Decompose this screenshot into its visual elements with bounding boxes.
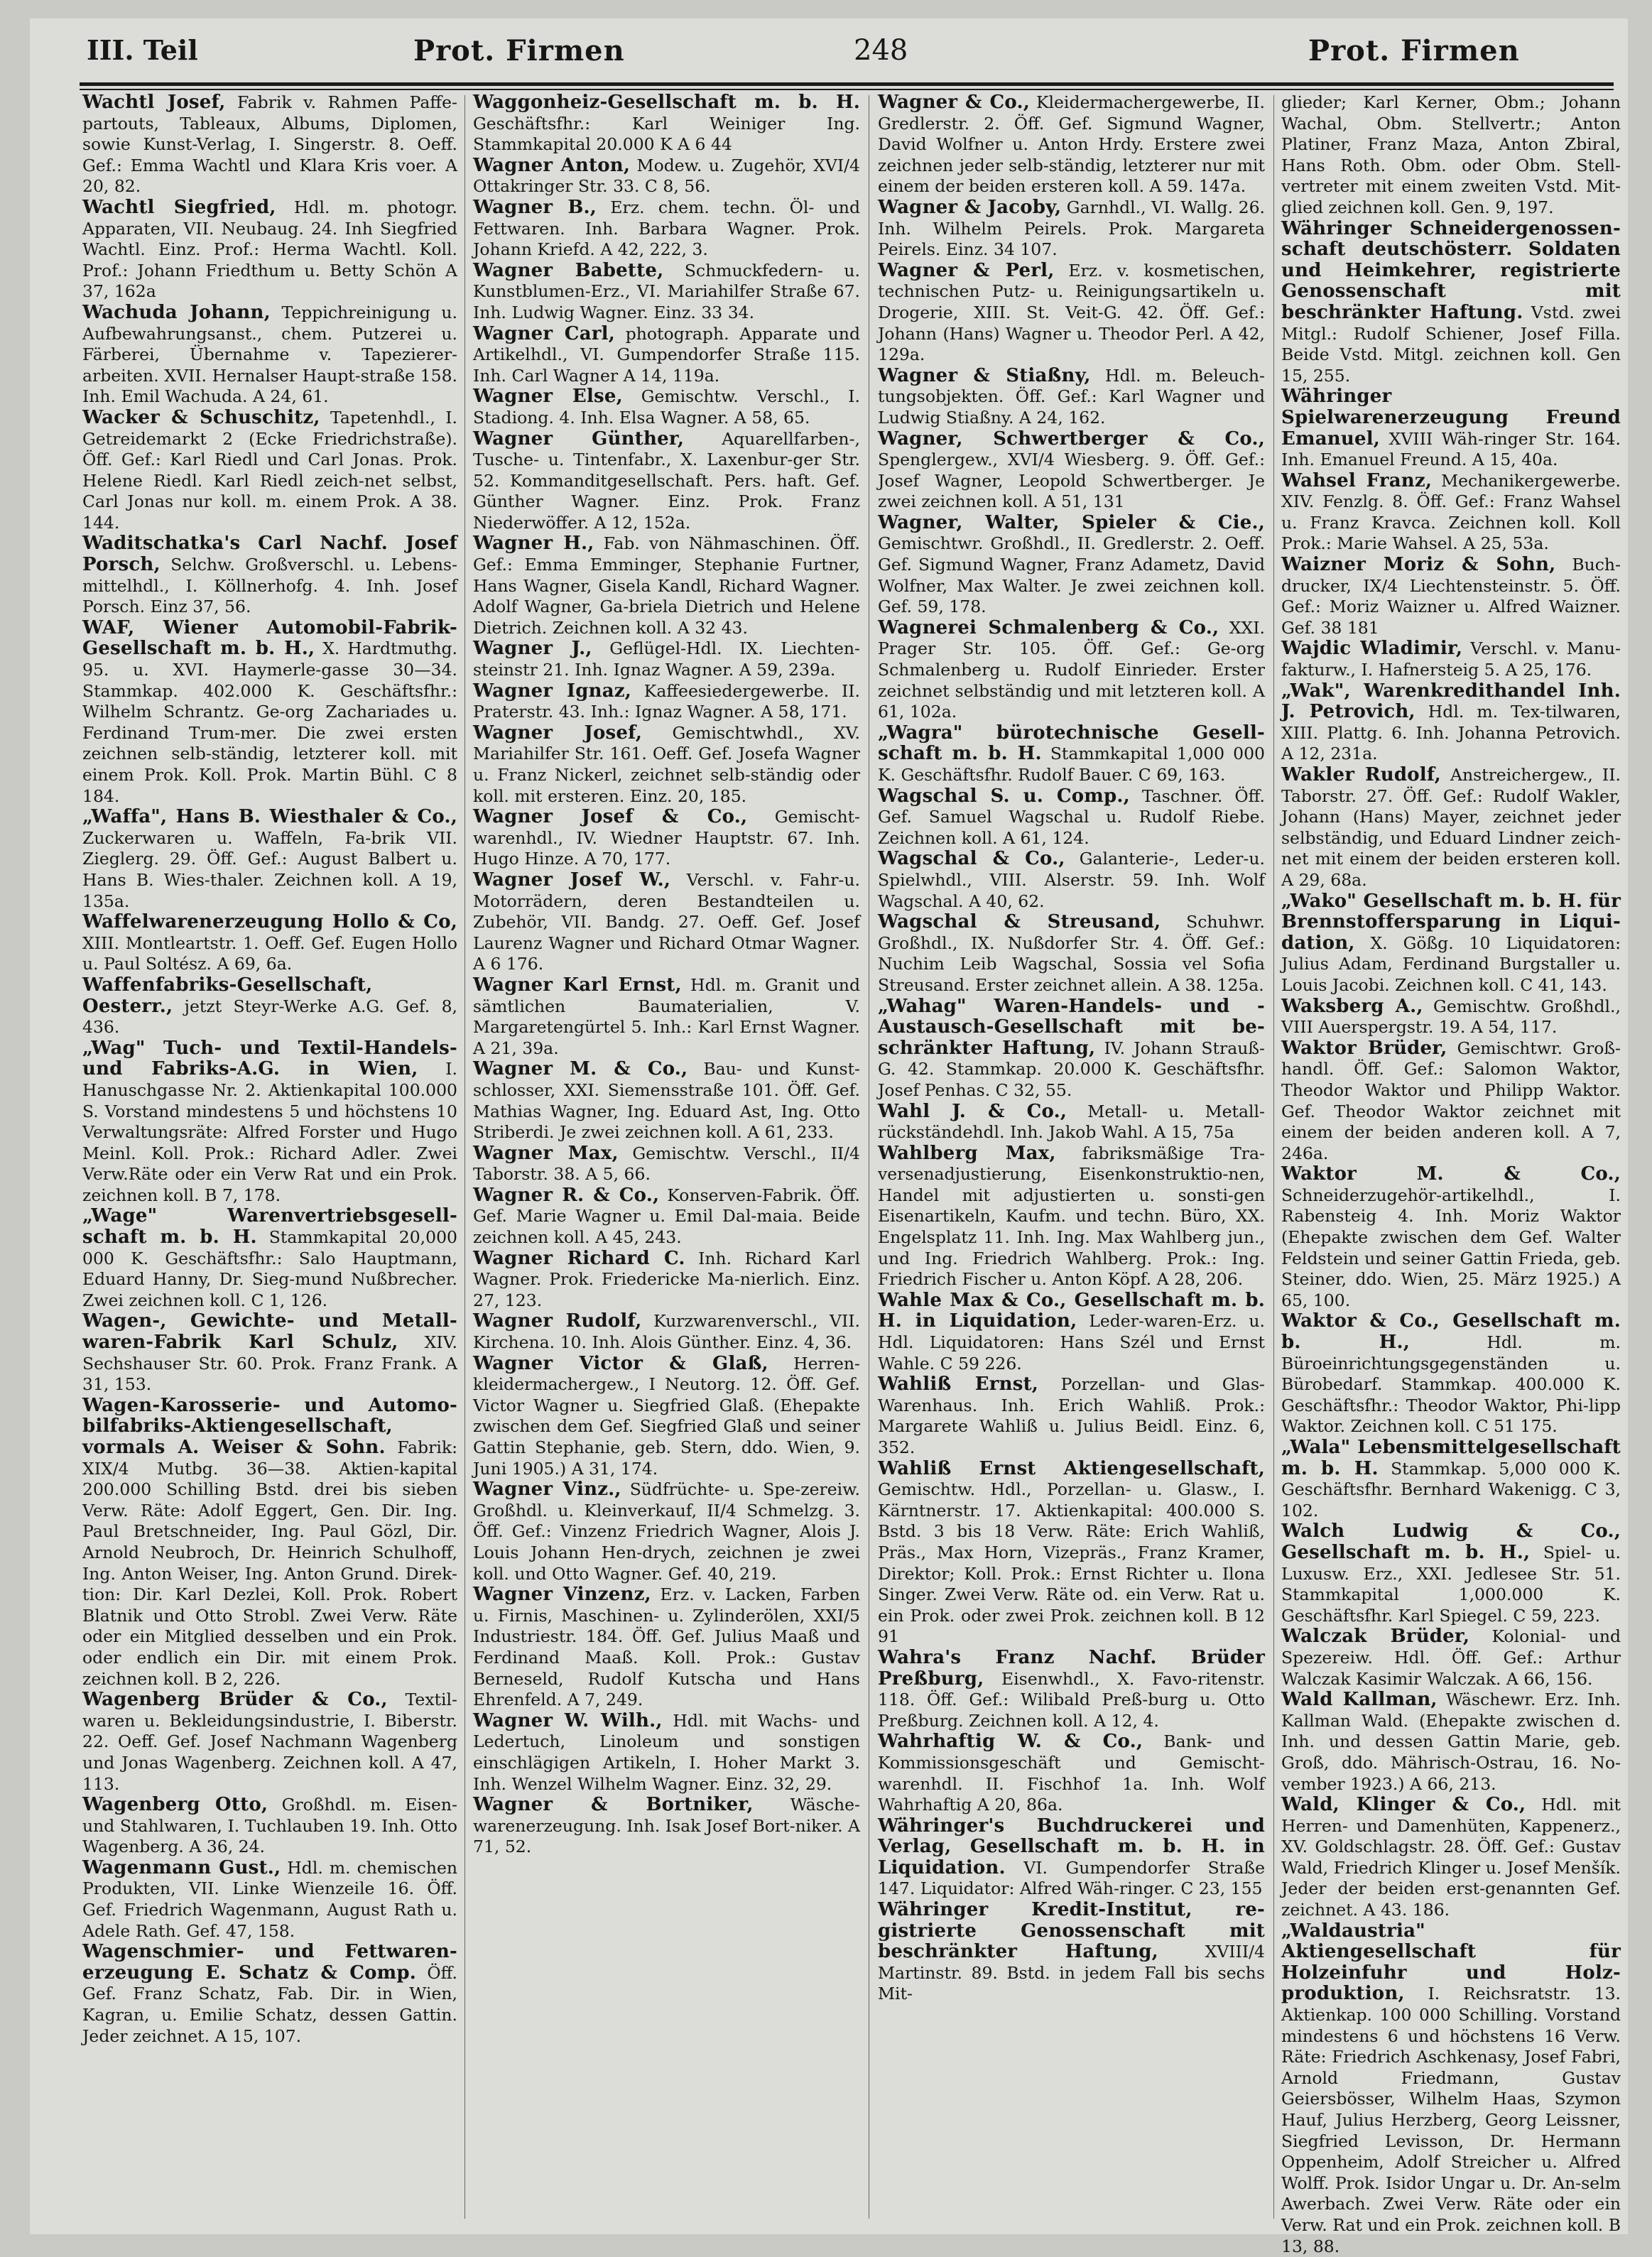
firm-details: Erz. chem. techn. Öl- und Fettwaren. Inh. Barbara Wagner. Prok. Johann Kriefd. A 42, 222, 3. [473,197,860,260]
firm-details: Schuhwr. Großhdl., IX. Nußdorfer Str. 4. Öff. Gef.: Nuchim Leib Wagschal, Sossia vel Sofia Streusand. Erster zeichnet allein. A 38. 125a. [878,912,1265,995]
firm-details: Gemischtw. Großhdl., VIII Auerspergstr. 19. A 54, 117. [1281,996,1621,1038]
firm-name: Wagnerei Schmalenberg & Co., [878,616,1219,638]
firm-name: Waffenfabriks-Gesellschaft, Oesterr., [82,974,373,1017]
firm-details: Kurzwarenverschl., VII. Kirchena. 10. Inh. Alois Günther. Einz. 4, 36. [473,1311,860,1353]
directory-entry [473,1185,860,1249]
firm-name: Wahle Max & Co., Gesellschaft m. b. H. in Liquidation, [878,1289,1265,1332]
directory-entry [1281,1164,1621,1311]
firm-details: Gemischtwr. Groß-handl. Öff. Gef.: Salomon Waktor, Theodor Waktor und Philipp Waktor. Gef. Theodor Waktor zeichnet mit einem der beiden anderen koll. A 7, 246a. [1281,1038,1621,1163]
firm-name: Wagner Victor & Glaß, [473,1352,768,1374]
directory-entry [473,723,860,807]
firm-details: I. Hanuschgasse Nr. 2. Aktienkapital 100.000 S. Vorstand mindestens 5 und höchstens 10 Verwaltungsräte: Alfred Forster und Hugo Meinl. Koll. Prok.: Richard Adler. Zwei Verw.Räte oder ein Verw Rat und ein Prok. zeichnen koll. B 7, 178. [82,1059,457,1205]
firm-name: Wagner & Perl, [878,259,1055,281]
header-rule-thick [80,82,1614,86]
section-title-right: Prot. Firmen [1308,34,1520,67]
firm-name: Wagner & Jacoby, [878,196,1062,218]
directory-entry [82,533,457,617]
directory-entry [82,807,457,912]
firm-name: Wagenberg Brüder & Co., [82,1689,388,1711]
firm-name: Währinger Schneidergenossen-schaft deutschösterr. Soldaten und Heimkehrer, registrierte Genossenschaft mit beschränkter Haftung. [1281,217,1621,323]
directory-entry [878,1900,1265,2005]
directory-entry [473,533,860,638]
directory-entry [878,1459,1265,1648]
firm-details: Geflügel-Hdl. IX. Liechten-steinstr 21. Inh. Ignaz Wagner. A 59, 239a. [473,638,860,680]
firm-details: Südfrüchte- u. Spe-zereiw. Großhdl. u. Kleinverkauf, II/4 Schmelzg. 3. Öff. Gef.: Vinzenz Friedrich Wagner, Alois J. Louis Johann Hen-drych, zeichnen je zwei koll. und Otto Wagner. Gef. 40, 219. [473,1479,860,1584]
firm-name: Währinger Kredit-Institut, re-gistrierte Genossenschaft mit beschränkter Haftung, [878,1899,1265,1963]
firm-name: Wagner & Co., [878,92,1030,113]
firm-details: X. Gößg. 10 Liquidatoren: Julius Adam, Ferdinand Burgstaller u. Louis Jacobi. Zeichnen koll. C 41, 143. [1281,932,1621,995]
firm-details: Kleidermachergewerbe, II. Gredlerstr. 2. Öff. Gef. Sigmund Wagner, David Wolfner u. Anton Hrdy. Erstere zwei zeichnen jeder selb-ständig, letzterer nur mit einem der beiden ersteren koll. A 59. 147a. [878,92,1265,197]
firm-name: Waizner Moriz & Sohn, [1281,554,1556,576]
firm-details: Selchw. Großverschl. u. Lebens-mittelhdl., I. Köllnerhofg. 4. Inh. Josef Porsch. Einz 37, 56. [82,555,457,617]
firm-details: Gemischtw. Hdl., Porzellan- u. Glasw., I. Kärntnerstr. 17. Aktienkapital: 400.000 S. Bstd. 3 bis 18 Verw. Räte: Erich Wahliß, Präs., Max Horn, Vizepräs., Franz Kramer, Direktor; Koll. Prok.: Ernst Richter u. Ilona Singer. Zwei Verw. Räte od. ein Verw. Rat u. ein Prok. oder zwei Prok. zeichnen koll. B 12 91 [878,1479,1265,1647]
firm-name: Wahliß Ernst, [878,1374,1039,1396]
firm-name: Wahrhaftig W. & Co., [878,1731,1143,1753]
firm-name: Wahsel Franz, [1281,469,1433,491]
firm-name: Wajdic Wladimir, [1281,638,1463,660]
directory-entry [878,786,1265,849]
firm-details: Bank- und Kommissionsgeschäft und Gemischt-warenhdl. II. Fischhof 1a. Inh. Wolf Wahrhaftig A 20, 86a. [878,1731,1265,1815]
directory-entry [473,197,860,261]
directory-entry [878,261,1265,366]
column-1 [82,92,457,2223]
firm-details: Zuckerwaren u. Waffeln, Fa-brik VII. Zieglerg. 29. Öff. Gef.: August Balbert u. Hans B. Wies-thaler. Zeichnen koll. A 19, 135a. [82,827,457,911]
firm-details: Stammkapital 20,000 000 K. Geschäftsfhr.: Salo Hauptmann, Eduard Hanny, Dr. Sieg-mund Nußbrecher. Zwei zeichnen koll. C 1, 126. [82,1227,457,1310]
directory-entry [82,975,457,1038]
firm-name: Wagner Max, [473,1142,619,1164]
directory-entry [82,92,457,197]
column-divider [464,95,465,2219]
directory-entry [878,1648,1265,1731]
firm-name: Wagner Josef W., [473,869,671,891]
firm-details: IV. Johann Strauß-G. 42. Stammkap. 20.000 K. Geschäftsfhr. Josef Penhas. C 32, 55. [878,1038,1265,1100]
firm-name: „Waldaustria" Aktiengesellschaft für Holzeinfuhr und Holz-produktion, [1281,1920,1621,2005]
firm-details: Hdl. m. photogr. Apparaten, VII. Neubaug. 24. Inh Siegfried Wachtl. Einz. Prof.: Herma Wachtl. Koll. Prof.: Johann Friedthum u. Betty Schön A 37, 162a [82,197,457,302]
directory-entry [473,92,860,156]
firm-details: Wäsche-warenerzeugung. Inh. Isak Josef Bort-niker. A 71, 52. [473,1795,860,1857]
page-number: 248 [854,34,908,67]
firm-name: Waktor Brüder, [1281,1037,1447,1059]
directory-entry [1281,1437,1621,1521]
firm-name: Wakler Rudolf, [1281,764,1441,785]
directory-entry [878,996,1265,1102]
firm-name: Wagschal & Co., [878,848,1065,870]
directory-entry [82,1206,457,1311]
firm-name: Wagner Carl, [473,322,615,344]
firm-details: Inh. Richard Karl Wagner. Prok. Friedericke Ma-nierlich. Einz. 27, 123. [473,1248,860,1310]
firm-details: Gemischtwr. Großhdl., II. Gredlerstr. 2. Oeff. Gef. Sigmund Wagner, Franz Adametz, David Wolfner, Max Walter. Je zwei zeichnen koll. Gef. 59, 178. [878,533,1265,617]
firm-details: Hdl. mit Wachs- und Ledertuch, Linoleum und sonstigen einschlägigen Artikeln, I. Hoher Markt 3. Inh. Wenzel Wilhelm Wagner. Einz. 32, 29. [473,1710,860,1794]
firm-name: Wagschal S. u. Comp., [878,785,1130,807]
firm-name: Wald Kallman, [1281,1689,1438,1711]
firm-details: Öff. Gef. Franz Schatz, Fab. Dir. in Wien, Kagran, u. Emilie Schatz, dessen Gattin. Jeder zeichnet. A 15, 107. [82,1962,457,2046]
firm-name: Wagner Rudolf, [473,1310,642,1332]
firm-details: Modew. u. Zugehör, XVI/4 Ottakringer Str. 33. C 8, 56. [473,155,860,197]
firm-details: Hdl. m. Beleuch-tungsobjekten. Öff. Gef.: Karl Wagner und Ludwig Stiaßny. A 24, 162. [878,365,1265,428]
column-4 [1281,92,1621,2256]
firm-name: „Wagra" bürotechnische Gesell-schaft m. b. H. [878,722,1265,765]
firm-details: Galanterie-, Leder-u. Spielwhdl., VIII. Alserstr. 59. Inh. Wolf Wagschal. A 40, 62. [878,849,1265,911]
directory-entry [473,681,860,723]
firm-details: Porzellan- und Glas-Warenhaus. Inh. Erich Wahliß. Prok.: Margarete Wahliß u. Julius Beidl. Einz. 6, 352. [878,1374,1265,1457]
firm-details: Erz. v. Lacken, Farben u. Firnis, Maschinen- u. Zylinderölen, XXI/5 Industriestr. 184. Öff. Gef. Julius Maaß und Ferdinand Maaß. Koll. Prok.: Gustav Berneseld, Rudolf Kutscha und Hans Ehrenfeld. A 7, 249. [473,1584,860,1710]
firm-details: Stammkapital 1,000 000 K. Geschäftsfhr. Rudolf Bauer. C 69, 163. [878,744,1265,785]
directory-entry [1281,1921,1621,2257]
firm-name: Waktor & Co., Gesellschaft m. b. H., [1281,1310,1621,1354]
firm-details: Gemischtwhdl., XV. Mariahilfer Str. 161. Oeff. Gef. Josefa Wagner u. Franz Nickerl, zeichnet selb-ständig oder koll. mit ersteren. Einz. 20, 185. [473,722,860,806]
firm-details: Hdl. m. Granit und sämtlichen Baumaterialien, V. Margaretengürtel 5. Inh.: Karl Ernst Wagner. A 21, 39a. [473,974,860,1058]
column-2 [473,92,860,2223]
firm-details: XIV. Sechshauser Str. 60. Prok. Franz Frank. A 31, 153. [82,1332,457,1395]
firm-name: Wagner R. & Co., [473,1184,660,1206]
directory-entry [878,1374,1265,1458]
directory-entry [473,1354,860,1480]
directory-entry [473,1795,860,1858]
firm-details: Großhdl. m. Eisen- und Stahlwaren, I. Tuchlauben 19. Inh. Otto Wagenberg. A 36, 24. [82,1795,457,1857]
directory-entry [473,870,860,975]
firm-details: Taschner. Öff. Gef. Samuel Wagschal u. Rudolf Riebe. Zeichnen koll. A 61, 124. [878,785,1265,848]
firm-details: Gemischtw. Verschl., II/4 Taborstr. 38. A 5, 66. [473,1143,860,1185]
directory-entry [1281,1795,1621,1921]
directory-entry [878,1102,1265,1143]
directory-entry [878,429,1265,513]
directory-entry [82,1396,457,1690]
firm-details: Herren-kleidermachergew., I Neutorg. 12. Öff. Gef. Victor Wagner u. Siegfried Glaß. (Ehepakte zwischen dem Gef. Siegfried Glaß und seiner Gattin Stephanie, geb. Stern, ddo. Wien, 9. Juni 1905.) A 31, 174. [473,1353,860,1479]
firm-details: Schmuckfedern- u. Kunstblumen-Erz., VI. Mariahilfer Straße 67. Inh. Ludwig Wagner. Einz. 33 34. [473,260,860,322]
directory-entry [82,1311,457,1395]
directory-entry [473,1143,860,1185]
firm-details: Gemischt-warenhdl., IV. Wiedner Hauptstr. 67. Inh. Hugo Hinze. A 70, 177. [473,807,860,869]
firm-details: Erz. v. kosmetischen, technischen Putz- u. Reinigungsartikeln u. Drogerie, XIII. St. Veit-G. 42. Öff. Gef.: Johann (Hans) Wagner u. Theodor Perl. A 42, 129a. [878,260,1265,365]
firm-name: Wagner J., [473,638,592,660]
firm-name: Wagen-, Gewichte- und Metall-waren-Fabrik Karl Schulz, [82,1310,457,1354]
firm-name: Wagner Vinz., [473,1479,621,1501]
firm-details: Hdl. m. Tex-tilwaren, XIII. Plattg. 6. Inh. Johanna Petrovich. A 12, 231a. [1281,702,1621,764]
firm-details: Buch-drucker, IX/4 Liechtensteinstr. 5. Öff. Gef.: Moriz Waizner u. Alfred Waizner. Gef. 38 181 [1281,555,1621,638]
firm-details: I. Reichsratstr. 13. Aktienkap. 100 000 Schilling. Vorstand mindestens 6 und höchstens 16 Verw. Räte: Friedrich Aschkenasy, Josef Fabri, Arnold Friedmann, Gustav Geiersbösser, Wilhelm Haas, Szymon Hauf, Julius Herzberg, Georg Leissner, Siegfried Levisson, Dr. Hermann Oppenheim, Adolf Streicher u. Alfred Wolff. Prok. Isidor Ungar u. Dr. An-selm Awerbach. Zwei Verw. Räte oder ein Verw. Rat und ein Prok. zeichnen koll. B 13, 88. [1281,1984,1621,2256]
firm-name: Wagner Else, [473,386,623,408]
directory-entry [473,1249,860,1312]
firm-details: Anstreichergew., II. Taborstr. 27. Öff. Gef.: Rudolf Wakler, Johann (Hans) Mayer, zeichnet jeder selbständig, und Eduard Lindner zeich-net mit einem der beiden ersteren koll. A 29, 68a. [1281,765,1621,890]
firm-details: Spenglergew., XVI/4 Wiesberg. 9. Öff. Gef.: Josef Wagner, Leopold Schwertberger. Je zwei zeichnen koll. A 51, 131 [878,450,1265,512]
firm-details: fabriksmäßige Tra-versenadjustierung, Eisenkonstruktio-nen, Handel mit adjustierten u. sonsti-gen Eisenartikeln, Kaufm. und techn. Büro, XX. Engelsplatz 11. Inh. Ing. Max Wahlberg jun., und Ing. Friedrich Wahlberg. Prok.: Ing. Friedrich Fischer u. Anton Köpf. A 28, 206. [878,1143,1265,1290]
firm-name: Wagner Josef, [473,722,643,744]
part-label: III. Teil [87,34,198,66]
directory-entry [473,429,860,534]
firm-details: Fabrik v. Rahmen Paffe-partouts, Tableaux, Albums, Diplomen, sowie Kunst-Verlag, I. Singerstr. 8. Oeff. Gef.: Emma Wachtl und Klara Kris voer. A 20, 82. [82,92,457,197]
firm-name: Waffelwarenerzeugung Hollo & Co, [82,911,457,933]
firm-details: photograph. Apparate und Artikelhdl., VI. Gumpendorfer Straße 115. Inh. Carl Wagner A 14, 119a. [473,323,860,386]
firm-details: Leder-waren-Erz. u. Hdl. Liquidatoren: Hans Szél und Ernst Wahle. C 59 226. [878,1311,1265,1374]
firm-details: Hdl. mit Herren- und Damenhüten, Kappenerz., XV. Goldschlagstr. 28. Öff. Gef.: Gustav Wald, Friedrich Klinger u. Josef Menšík. Jeder der beiden erst-genannten Gef. zeichnet. A 43. 186. [1281,1795,1621,1920]
directory-entry [1281,1311,1621,1437]
firm-details: Konserven-Fabrik. Öff. Gef. Marie Wagner u. Emil Dal-maia. Beide zeichnen koll. A 45, 243. [473,1185,860,1248]
directory-entry [1281,219,1621,387]
directory-page [30,18,1628,2256]
firm-details: Bau- und Kunst-schlosser, XXI. Siemensstraße 101. Öff. Gef. Mathias Wagner, Ing. Eduard Ast, Ing. Otto Striberdi. Je zwei zeichnen koll. A 61, 233. [473,1059,860,1143]
directory-entry [473,807,860,870]
firm-name: Wagner Günther, [473,428,685,450]
directory-entry [473,386,860,428]
firm-details: Verschl. v. Fahr-u. Motorrädern, deren Bestandteilen u. Zubehör, VII. Bandg. 27. Oeff. Gef. Josef Laurenz Wagner und Richard Otmar Wagner. A 6 176. [473,869,860,974]
firm-name: Wagenberg Otto, [82,1794,268,1816]
firm-name: Wagenmann Gust., [82,1856,281,1878]
firm-name: Wagner B., [473,196,597,218]
directory-entry [878,1816,1265,1900]
firm-name: Wagner H., [473,533,594,555]
firm-name: Wagner & Stiaßny, [878,364,1091,386]
directory-entry [878,849,1265,912]
directory-entry [878,1143,1265,1290]
firm-name: Wahl J. & Co., [878,1100,1067,1122]
directory-entry [82,1858,457,1942]
firm-name: Wagner & Bortniker, [473,1794,754,1816]
firm-name: Wagner Karl Ernst, [473,974,682,996]
page-header [87,34,1578,77]
firm-details: Tapetenhdl., I. Getreidemarkt 2 (Ecke Friedrichstraße). Öff. Gef.: Karl Riedl und Carl Jonas. Prok. Helene Riedl. Karl Riedl zeich-net selbst, Carl Jonas nur koll. m. einem Prok. A 38. 144. [82,407,457,533]
firm-name: Wacker & Schuschitz, [82,406,320,428]
firm-details: glieder; Karl Kerner, Obm.; Johann Wachal, Obm. Stellvertr.; Anton Platiner, Franz Maza, Anton Zbiral, Hans Roth. Obm. oder Obm. Stell-vertreter mit einem zweiten Vstd. Mit-glied zeichnen koll. Gen. 9, 197. [1281,92,1621,217]
directory-entry [473,1311,860,1353]
directory-entry [473,1711,860,1795]
directory-entry [82,1795,457,1858]
section-title-left: Prot. Firmen [413,34,625,67]
firm-name: Walch Ludwig & Co., Gesellschaft m. b. H., [1281,1521,1621,1563]
directory-entry [878,1731,1265,1815]
firm-name: „Wahag" Waren-Handels- und -Austausch-Gesellschaft mit be-schränkter Haftung, [878,995,1265,1059]
firm-name: Wachtl Josef, [82,92,226,113]
firm-details: XVIII/4 Martinstr. 89. Bstd. in jedem Fall bis sechs Mit- [878,1942,1265,2004]
firm-details: Eisenwhdl., X. Favo-ritenstr. 118. Öff. Gef.: Wilibald Preß-burg u. Otto Preßburg. Zeichnen koll. A 12, 4. [878,1668,1265,1731]
directory-entry [473,156,860,197]
directory-entry [82,912,457,975]
firm-details: XIII. Montleartstr. 1. Oeff. Gef. Eugen Hollo u. Paul Soltész. A 69, 6a. [82,932,457,974]
firm-name: Waditschatka's Carl Nachf. Josef Porsch, [82,533,457,576]
directory-entry [1281,1038,1621,1165]
firm-details: Spiel- u. Luxusw. Erz., XXI. Jedlesee Str. 51. Stammkapital 1,000.000 K. Geschäftsfhr. Karl Spiegel. C 59, 223. [1281,1542,1621,1626]
directory-entry [878,618,1265,723]
directory-entry [878,912,1265,996]
directory-entry [1281,765,1621,891]
directory-entry [1281,638,1621,680]
directory-entry [1281,555,1621,638]
firm-details: Geschäftsfhr.: Karl Weiniger Ing. Stammkapital 20.000 K A 6 44 [473,113,860,155]
directory-entry [473,1059,860,1143]
firm-name: „Wage" Warenvertriebsgesell-schaft m. b. H. [82,1205,457,1249]
directory-entry [82,408,457,534]
firm-name: Walczak Brüder, [1281,1626,1470,1648]
firm-details: Fabrik: XIX/4 Mutbg. 36—38. Aktien-kapital 200.000 Schilling Bstd. drei bis sieben Verw. Räte: Adolf Eggert, Gen. Dir. Ing. Paul Bretschneider, Ing. Paul Gözl, Dir. Arnold Neubroch, Dr. Heinrich Schulhoff, Ing. Anton Weiser, Ing. Anton Grund. Direk-tion: Dir. Karl Dezlei, Koll. Prok. Robert Blatnik und Otto Strobl. Zwei Verw. Räte oder ein Mitglied desselben und ein Prok. oder endlich ein Dir. mit einem Prok. zeichnen koll. B 2, 226. [82,1437,457,1689]
directory-entry [473,1584,860,1711]
firm-details: Wäschewr. Erz. Inh. Kallman Wald. (Ehepakte zwischen d. Inh. und dessen Gattin Marie, geb. Groß, ddo. Mährisch-Ostrau, 16. No-vember 1923.) A 66, 213. [1281,1690,1621,1794]
header-rule-thin [80,89,1614,90]
directory-entry [473,1479,860,1584]
firm-details: Kaffeesiedergewerbe. II. Praterstr. 43. Inh.: Ignaz Wagner. A 58, 171. [473,680,860,722]
firm-name: „Waffa", Hans B. Wiesthaler & Co., [82,806,457,828]
firm-details: Gemischtw. Verschl., I. Stadiong. 4. Inh. Elsa Wagner. A 58, 65. [473,386,860,428]
directory-entry [1281,1521,1621,1626]
firm-name: Wachtl Siegfried, [82,196,276,218]
firm-details: Verschl. v. Manu-fakturw., I. Hafnersteig 5. A 25, 176. [1281,638,1621,680]
directory-entry [473,324,860,387]
directory-entry [82,1038,457,1207]
firm-details: Mechanikergewerbe. XIV. Fenzlg. 8. Öff. Gef.: Franz Wahsel u. Franz Kravca. Zeichnen koll. Koll Prok.: Marie Wahsel. A 25, 53a. [1281,470,1621,554]
firm-name: Wahlberg Max, [878,1142,1056,1164]
firm-name: Wagner M. & Co., [473,1058,688,1080]
firm-details: X. Hardtmuthg. 95. u. XVI. Haymerle-gasse 30—34. Stammkap. 402.000 K. Geschäftsfhr.: Wilhelm Schrantz. Ge-org Zachariades u. Ferdinand Trum-mer. Die zwei ersten zeichnen selb-ständig, letzterer koll. mit einem Prok. Koll. Prok. Martin Bühl. C 8 184. [82,638,457,806]
directory-entry [878,513,1265,618]
firm-name: Wagner, Walter, Spieler & Cie., [878,511,1265,533]
directory-entry [473,975,860,1059]
directory-entry [878,1290,1265,1374]
directory-entry [82,303,457,408]
directory-entry [82,1942,457,2047]
firm-details: Garnhdl., VI. Wallg. 26. Inh. Wilhelm Peirels. Prok. Margareta Peirels. Einz. 34 107. [878,197,1265,260]
firm-name: Wagschal & Streusand, [878,911,1161,933]
column-divider [1273,95,1274,2219]
firm-name: Wagner Vinzenz, [473,1584,651,1606]
firm-name: Wagner Anton, [473,154,631,176]
firm-name: WAF, Wiener Automobil-Fabrik-Gesellschaft m. b. H., [82,616,457,660]
directory-entry [878,197,1265,261]
firm-name: Wagner Richard C. [473,1247,685,1269]
directory-entry [82,197,457,303]
firm-details: Schneiderzugehör-artikelhdl., I. Rabensteig 4. Inh. Moriz Waktor (Ehepakte zwischen dem Gef. Walter Feldstein und seiner Gattin Frieda, geb. Steiner, ddo. Wien, 25. März 1925.) A 65, 100. [1281,1185,1621,1310]
directory-entry [878,723,1265,786]
firm-name: Wagenschmier- und Fettwaren-erzeugung E. Schatz & Comp. [82,1941,457,1984]
firm-name: Waggonheiz-Gesellschaft m. b. H. [473,92,860,113]
firm-details: Hdl. m. Büroeinrichtungsgegenständen u. Bürobedarf. Stammkap. 400.000 K. Geschäftsfhr.: Theodor Waktor, Phi-lipp Waktor. Zeichnen koll. C 51 175. [1281,1332,1621,1437]
directory-entry [82,618,457,807]
firm-name: Wahliß Ernst Aktiengesellschaft, [878,1457,1265,1479]
firm-details: VI. Gumpendorfer Straße 147. Liquidator: Alfred Wäh-ringer. C 23, 155 [878,1857,1265,1899]
firm-details: Vstd. zwei Mitgl.: Rudolf Schiener, Josef Filla. Beide Vstd. Mitgl. zeichnen koll. Gen 15, 255. [1281,302,1621,386]
directory-entry [1281,386,1621,470]
firm-name: „Wag" Tuch- und Textil-Handels- und Fabriks-A.G. in Wien, [82,1037,457,1080]
firm-name: Währinger Spielwarenerzeugung Freund Emanuel, [1281,386,1621,450]
directory-entry [1281,92,1621,219]
directory-entry [1281,996,1621,1038]
firm-name: „Wala" Lebensmittelgesellschaft m. b. H. [1281,1437,1621,1479]
firm-details: Fab. von Nähmaschinen. Öff. Gef.: Emma Emminger, Stephanie Furtner, Hans Wagner, Gisela Kandl, Richard Wagner. Adolf Wagner, Ga-briela Dietrich und Helene Dietrich. Zeichnen koll. A 32 43. [473,533,860,638]
directory-entry [1281,1626,1621,1690]
directory-entry [82,1690,457,1795]
firm-name: Währinger's Buchdruckerei und Verlag, Gesellschaft m. b. H. in Liquidation. [878,1815,1265,1878]
firm-name: Waksberg A., [1281,995,1423,1017]
directory-entry [1281,891,1621,996]
firm-name: Waktor M. & Co., [1281,1163,1621,1185]
directory-entry [878,366,1265,429]
firm-details: XVIII Wäh-ringer Str. 164. Inh. Emanuel Freund. A 15, 40a. [1281,428,1621,470]
directory-entry [878,92,1265,197]
column-3 [878,92,1265,2223]
directory-entry [473,261,860,324]
firm-name: Wagner, Schwertberger & Co., [878,428,1265,450]
firm-details: Teppichreinigung u. Aufbewahrungsanst., chem. Putzerei u. Färberei, Übernahme v. Tapezierer-arbeiten. XVII. Hernalser Haupt-straße 158. Inh. Emil Wachuda. A 24, 61. [82,302,457,407]
firm-details: XXI. Prager Str. 105. Öff. Gef.: Ge-org Schmalenberg u. Rudolf Einrieder. Erster zeichnet selbständig und mit letzteren koll. A 61, 102a. [878,617,1265,722]
firm-details: jetzt Steyr-Werke A.G. Gef. 8, 436. [82,996,457,1038]
firm-name: Wald, Klinger & Co., [1281,1794,1526,1816]
firm-details: Textil-waren u. Bekleidungsindustrie, I. Biberstr. 22. Oeff. Gef. Josef Nachmann Wagenberg und Jonas Wagenberg. Zeichnen koll. A 47, 113. [82,1690,457,1794]
firm-details: Metall- u. Metall-rückständehdl. Inh. Jakob Wahl. A 15, 75a [878,1101,1265,1143]
firm-name: „Wak", Warenkredithandel Inh. J. Petrovich, [1281,680,1621,723]
firm-details: Kolonial- und Spezereiw. Hdl. Öff. Gef.: Arthur Walczak Kasimir Walczak. A 66, 156. [1281,1626,1621,1689]
directory-entry [1281,471,1621,555]
firm-name: Wagner Ignaz, [473,680,631,702]
firm-name: Wagner W. Wilh., [473,1709,663,1731]
firm-name: Wagner Josef & Co., [473,806,748,828]
directory-entry [1281,1690,1621,1795]
directory-entry [1281,681,1621,765]
firm-name: „Wako" Gesellschaft m. b. H. für Brennstoffersparung in Liqui-dation, [1281,890,1621,954]
firm-details: Aquarellfarben-, Tusche- u. Tintenfabr., X. Laxenbur-ger Str. 52. Kommanditgesellschaft. Pers. haft. Gef. Günther Wagner. Einz. Prok. Franz Niederwöffer. A 12, 152a. [473,428,860,533]
firm-name: Wagen-Karosserie- und Automo-bilfabriks-Aktiengesellschaft, vormals A. Weiser & Sohn. [82,1394,457,1458]
firm-name: Wahra's Franz Nachf. Brüder Preßburg, [878,1646,1265,1690]
directory-entry [473,638,860,680]
firm-details: Stammkap. 5,000 000 K. Geschäftsfhr. Bernhard Wakenigg. C 3, 102. [1281,1458,1621,1521]
firm-name: Wagner Babette, [473,259,664,281]
firm-details: Hdl. m. chemischen Produkten, VII. Linke Wienzeile 16. Öff. Gef. Friedrich Wagenmann, August Rath u. Adele Rath. Gef. 47, 158. [82,1857,458,1941]
firm-name: Wachuda Johann, [82,301,271,323]
